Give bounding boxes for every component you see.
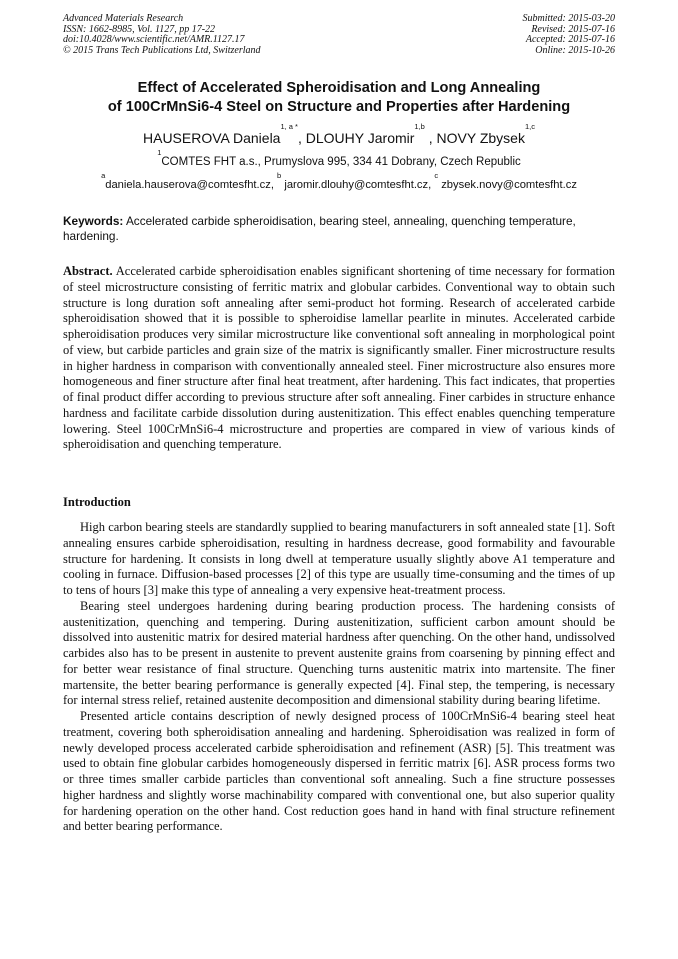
abstract-label: Abstract. (63, 264, 113, 278)
copyright-line: © 2015 Trans Tech Publications Ltd, Switzerland (63, 44, 261, 56)
paper-title (40, 79, 638, 116)
paragraph: Presented article contains description of newly designed process of 100CrMnSi6-4 bearing steel heat treatment, covering both spheroidisation annealing and hardening. Spheroidisation was realized in form of newly developed process accelerated carbide spheroidisation and refinement (ASR) [5]. This treatment was used to obtain fine globular carbides homogeneously dispersed in ferritic matrix [6]. ASR process forms two or three times smaller carbide particles than conventional soft annealing. Such a fine structure possesses higher hardness and slightly worse machinability compared with conventional one, but also superior quality for hardening operation on the other hand. Cost reduction goes hand in hand with final structure refinement and better bearing performance. (63, 709, 615, 834)
title-line-2: of 100CrMnSi6-4 Steel on Structure and Properties after Hardening (107, 98, 571, 115)
online-date: Online: 2015-10-26 (535, 44, 615, 56)
author-1: HAUSEROVA Daniela (143, 130, 281, 146)
revised-date: Revised: 2015-07-16 (531, 23, 615, 35)
author-list (40, 122, 638, 147)
author-3: NOVY Zbysek (436, 130, 525, 146)
affiliation-text: COMTES FHT a.s., Prumyslova 995, 334 41 Dobrany, Czech Republic (161, 156, 521, 168)
introduction-body (63, 520, 615, 835)
email-c-marker: c (434, 171, 439, 180)
keywords (63, 214, 615, 244)
keywords-label: Keywords: (63, 214, 124, 228)
email-c: zbysek.novy@comtesfht.cz (438, 179, 577, 191)
journal-info (63, 14, 261, 56)
abstract-text: Accelerated carbide spheroidisation enables significant shortening of time necessary for formation of steel microstructure consisting of ferritic matrix and globular carbides. Conventional way to obtain such structure is long duration soft annealing after semi-product hot forming. Research of accelerated carbide spheroidisation showed that it is possible to spheroidise lamellar pearlite in minutes. Accelerated carbide spheroidisation produces very similar microstructure like conventional soft annealing in morphological point of view, but carbide particles and grain size of the matrix is significantly smaller. Finer microstructure results in higher hardness in comparison with conventionally annealed steel. Finer microstructure also ensures more homogeneous and finer structure after final heat treatment, after hardening. This fact indicates, that properties of final product differ according to previous structure after soft annealing. Finer carbides in structure enhance hardness and facilitate carbide dissolution during austenitization. This effect enables quenching temperature lowering. Steel 100CrMnSi6-4 microstructure and properties are compared in view of various kinds of spheroidisation and quenching temperature. (63, 264, 615, 452)
email-a-marker: a (101, 171, 106, 180)
author-emails (40, 171, 638, 192)
affiliation-marker: 1 (157, 148, 162, 157)
introduction-heading: Introduction (63, 495, 131, 509)
title-line-1: Effect of Accelerated Spheroidisation and Long Annealing (137, 80, 541, 96)
doi-line: doi:10.4028/www.scientific.net/AMR.1127.17 (63, 34, 245, 46)
accepted-date: Accepted: 2015-07-16 (525, 34, 615, 46)
affiliation (40, 148, 638, 169)
author-1-affil: 1, a * (280, 122, 298, 131)
author-2-affil: 1,b (414, 122, 425, 131)
email-b: jaromir.dlouhy@comtesfht.cz, (281, 179, 435, 191)
author-2: DLOUHY Jaromir (305, 130, 415, 146)
issn-line: ISSN: 1662-8985, Vol. 1127, pp 17-22 (63, 23, 216, 35)
email-a: daniela.hauserova@comtesfht.cz, (105, 179, 278, 191)
paragraph: Bearing steel undergoes hardening during bearing production process. The hardening consists of austenitization, quenching and tempering. During austenitization, sufficient carbon amount should be dissolved into austenitic matrix for desired material hardness after quenching. On the other hand, undissolved carbides also has to be present in austenite to prevent austenite grains from coarsening by pinning effect and for better wear resistance of final structure. Quenching turns austenitic matrix into martensite. The finer martensite, the better bearing performance is generally expected [4]. Final step, the tempering, is necessary for internal stress relief, retained austenite decomposition and dimensional stability during bearing lifetime. (63, 598, 615, 708)
author-separator: , (424, 130, 437, 146)
publication-dates (523, 14, 616, 56)
submitted-date: Submitted: 2015-03-20 (522, 13, 615, 24)
email-b-marker: b (277, 171, 282, 180)
journal-name: Advanced Materials Research (63, 13, 184, 24)
abstract (63, 264, 615, 453)
keywords-text: Accelerated carbide spheroidisation, bearing steel, annealing, quenching temperature, hardening. (63, 214, 576, 243)
author-3-affil: 1,c (524, 122, 535, 131)
paragraph: High carbon bearing steels are standardly supplied to bearing manufacturers in soft annealed state [1]. Soft annealing ensures carbide spheroidisation, resulting in hardness decrease, good formability and favourable structure for hardening. It consists in long dwell at temperature usually slightly above A1 temperature and cooling in furnace. Diffusion-based processes [2] of this type are usually time-consuming and the times of up to tens of hours [3] make this type of annealing a very expensive heat-treatment process. (63, 520, 615, 597)
author-separator: , (297, 130, 306, 146)
